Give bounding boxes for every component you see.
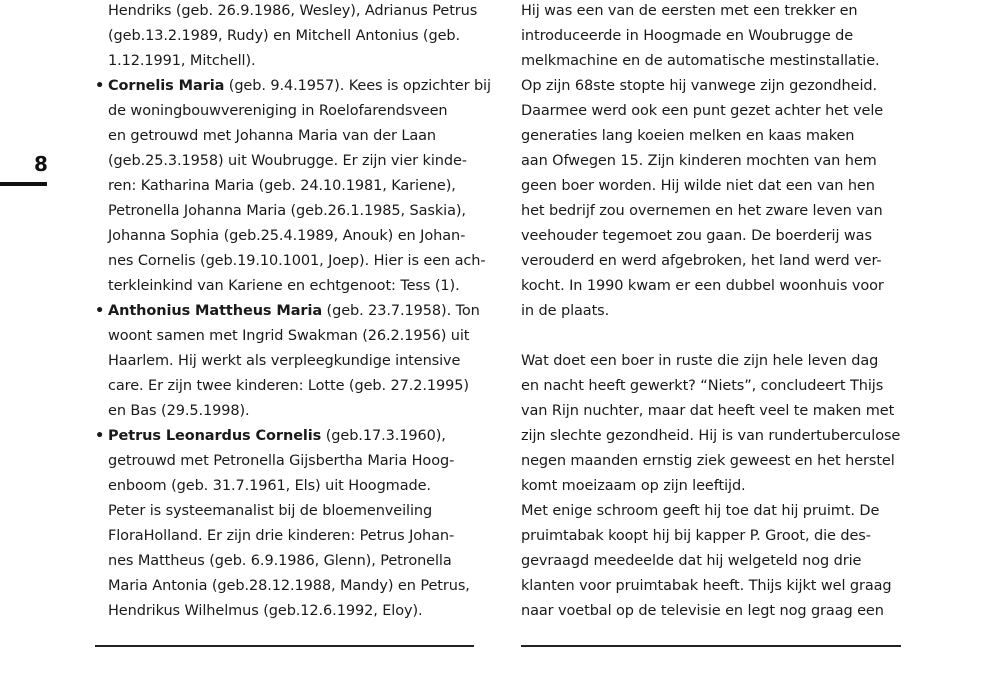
text-line: Peter is systeemanalist bij de bloemenveiling [108, 503, 433, 519]
text-line: het bedrijf zou overnemen en het zware leven van [521, 203, 883, 219]
column-divider-left [95, 645, 474, 647]
list-item-cornelis: • Cornelis Maria (geb. 9.4.1957). Kees is opzichter bij [95, 74, 491, 99]
text-line: zijn slechte gezondheid. Hij is van rundertuberculose [521, 428, 901, 444]
text-line: introduceerde in Hoogmade en Woubrugge de [521, 28, 854, 44]
person-name: Cornelis Maria [108, 78, 225, 94]
text-line: pruimtabak koopt hij bij kapper P. Groot, die des- [521, 528, 871, 544]
text-line: (geb.25.3.1958) uit Woubrugge. Er zijn vier kinde- [108, 153, 467, 169]
list-item-petrus: • Petrus Leonardus Cornelis (geb.17.3.1960), [95, 424, 446, 449]
text-line: care. Er zijn twee kinderen: Lotte (geb. 27.2.1995) [108, 378, 469, 394]
list-item-anthonius: • Anthonius Mattheus Maria (geb. 23.7.1958). Ton [95, 299, 480, 324]
text-line: Wat doet een boer in ruste die zijn hele leven dag [521, 353, 879, 369]
text-line: verouderd en werd afgebroken, het land werd ver- [521, 253, 882, 269]
text-line: Daarmee werd ook een punt gezet achter het vele [521, 103, 884, 119]
column-divider-right [521, 645, 901, 647]
text-line: nes Cornelis (geb.19.10.1001, Joep). Hier is een ach- [108, 253, 486, 269]
text-line: veehouder tegemoet zou gaan. De boerderij was [521, 228, 872, 244]
text-line: Petronella Johanna Maria (geb.26.1.1985, Saskia), [108, 203, 466, 219]
text-line: ren: Katharina Maria (geb. 24.10.1981, Kariene), [108, 178, 456, 194]
text-line: FloraHolland. Er zijn drie kinderen: Petrus Johan- [108, 528, 455, 544]
bullet-icon: • [95, 428, 105, 444]
text-line: Op zijn 68ste stopte hij vanwege zijn gezondheid. [521, 78, 877, 94]
text-line: (geb.13.2.1989, Rudy) en Mitchell Antonius (geb. [108, 28, 461, 44]
text-line: generaties lang koeien melken en kaas maken [521, 128, 855, 144]
text-line: getrouwd met Petronella Gijsbertha Maria Hoog- [108, 453, 455, 469]
text-line: kocht. In 1990 kwam er een dubbel woonhuis voor [521, 278, 884, 294]
text-line: in de plaats. [521, 303, 610, 319]
person-name: Anthonius Mattheus Maria [108, 303, 323, 319]
text-line: Hij was een van de eersten met een trekker en [521, 3, 858, 19]
text-line: Hendrikus Wilhelmus (geb.12.6.1992, Eloy). [108, 603, 423, 619]
text-line: aan Ofwegen 15. Zijn kinderen mochten van hem [521, 153, 877, 169]
text-line: naar voetbal op de televisie en legt nog graag een [521, 603, 884, 619]
text-line: Hendriks (geb. 26.9.1986, Wesley), Adrianus Petrus [108, 3, 478, 19]
text-line: de woningbouwvereniging in Roelofarendsveen [108, 103, 448, 119]
text-line: Met enige schroom geeft hij toe dat hij pruimt. De [521, 503, 880, 519]
page-marker-bar [0, 182, 47, 186]
text-line: van Rijn nuchter, maar dat heeft veel te maken met [521, 403, 895, 419]
text-line: komt moeizaam op zijn leeftijd. [521, 478, 746, 494]
text-line: woont samen met Ingrid Swakman (26.2.1956) uit [108, 328, 470, 344]
person-name: Petrus Leonardus Cornelis [108, 428, 322, 444]
text-line: nes Mattheus (geb. 6.9.1986, Glenn), Petronella [108, 553, 452, 569]
text-line: en nacht heeft gewerkt? “Niets”, concludeert Thijs [521, 378, 884, 394]
text-line: melkmachine en de automatische mestinstallatie. [521, 53, 880, 69]
page-number: 8 [34, 152, 48, 176]
text-line: gevraagd meedeelde dat hij welgeteld nog drie [521, 553, 862, 569]
bullet-icon: • [95, 78, 105, 94]
bullet-icon: • [95, 303, 105, 319]
text-line: Maria Antonia (geb.28.12.1988, Mandy) en Petrus, [108, 578, 470, 594]
text-line: negen maanden ernstig ziek geweest en het herstel [521, 453, 895, 469]
text-line: Haarlem. Hij werkt als verpleegkundige intensive [108, 353, 461, 369]
text-line: terkleinkind van Kariene en echtgenoot: Tess (1). [108, 278, 460, 294]
text-line: en Bas (29.5.1998). [108, 403, 250, 419]
text-line: enboom (geb. 31.7.1961, Els) uit Hoogmade. [108, 478, 431, 494]
text-line: en getrouwd met Johanna Maria van der Laan [108, 128, 437, 144]
text-line: klanten voor pruimtabak heeft. Thijs kijkt wel graag [521, 578, 892, 594]
text-line: 1.12.1991, Mitchell). [108, 53, 256, 69]
text-line: Johanna Sophia (geb.25.4.1989, Anouk) en Johan- [108, 228, 466, 244]
text-line: geen boer worden. Hij wilde niet dat een van hen [521, 178, 875, 194]
